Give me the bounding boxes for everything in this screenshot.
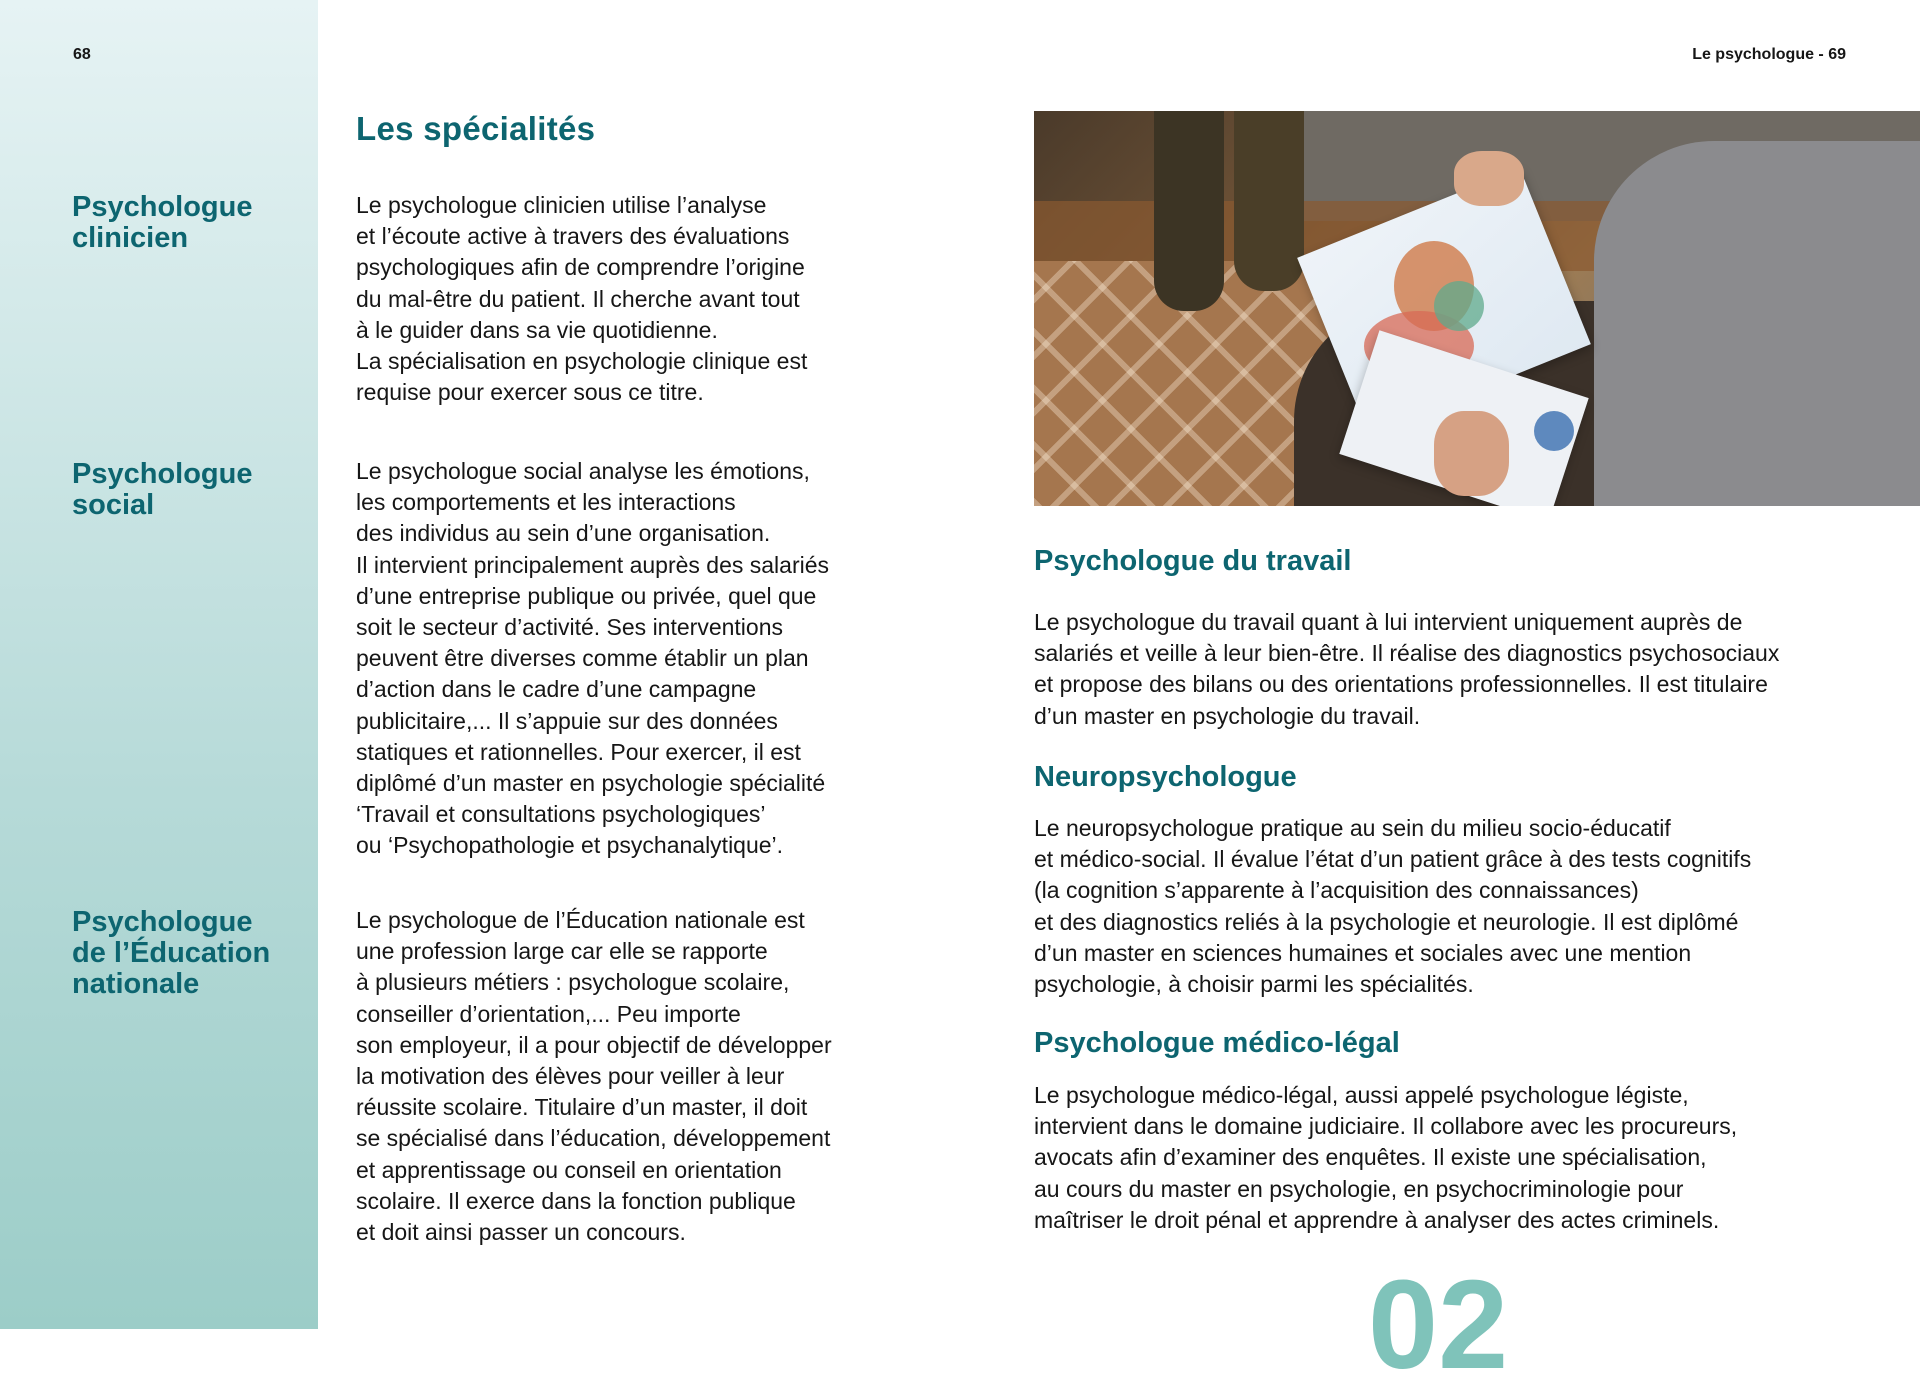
running-header: Le psychologue - 69 [1692, 46, 1846, 63]
page-number-left: 68 [73, 46, 91, 63]
heading-neuropsychologue: Neuropsychologue [1034, 761, 1297, 793]
text-psychologue-medico-legal: Le psychologue médico-légal, aussi appelé psychologue légiste, intervient dans le domaine judiciaire. Il collabore avec les procureurs, avocats afin d’examiner des enquêtes. Il existe une spécialisation, au cours du master en psychologie, en psychocriminologie pour maîtriser le droit pénal et apprendre à analyser des actes criminels. [1034, 1082, 1738, 1233]
text-neuropsychologue: Le neuropsychologue pratique au sein du milieu socio-éducatif et médico-social. Il évalue l’état d’un patient grâce à des tests cognitifs (la cognition s’apparente à l’acquisition des connaissances) et des diagnostics reliés à la psychologie et neurologie. Il est diplômé d’un master en sciences humaines et sociales avec une mention psychologie, à choisir parmi les spécialités. [1034, 815, 1752, 998]
heading-psychologue-social: Psychologue social [72, 458, 253, 521]
heading-psychologue-education-nationale: Psychologue de l’Éducation nationale [72, 906, 271, 1000]
heading-psychologue-clinicien: Psychologue clinicien [72, 191, 253, 254]
text-psychologue-social: Le psychologue social analyse les émotions, les comportements et les interactions des individus au sein d’une organisation. Il intervient principalement auprès des salariés d’une entreprise publique ou privée, quel que soit le secteur d’activité. Ses interventions peuvent être diverses comme établir un plan d’action dans le cadre d’une campagne publicitaire,... Il s’appuie sur des données statiques et rationnelles. Pour exercer, il est diplômé d’un master en psychologie spécialité ‘Travail et consultations psychologiques’ ou ‘Psychopathologie et psychanalytique’. [356, 458, 830, 859]
text-psychologue-education-nationale: Le psychologue de l’Éducation nationale est une profession large car elle se rapporte à plusieurs métiers : psychologue scolaire, conseiller d’orientation,... Peu importe son employeur, il a pour objectif de développer la motivation des élèves pour veiller à leur réussite scolaire. Titulaire d’un master, il doit se spécialisé dans l’éducation, développement et apprentissage ou conseil en orientation scolaire. Il exerce dans la fonction publique et doit ainsi passer un concours. [356, 907, 832, 1246]
chapter-number: 02 [1368, 1254, 1509, 1395]
text-psychologue-clinicien: Le psychologue clinicien utilise l’analyse et l’écoute active à travers des évaluations psychologiques afin de comprendre l’origine du mal-être du patient. Il cherche avant tout à le guider dans sa vie quotidienne. La spécialisation en psychologie clinique est requise pour exercer sous ce titre. [356, 192, 808, 406]
heading-psychologue-du-travail: Psychologue du travail [1034, 545, 1352, 577]
illustration-photo [1034, 111, 1920, 506]
text-psychologue-du-travail: Le psychologue du travail quant à lui intervient uniquement auprès de salariés et veille à leur bien-être. Il réalise des diagnostics psychosociaux et propose des bilans ou des orientations professionnelles. Il est titulaire d’un master en psychologie du travail. [1034, 609, 1780, 729]
heading-psychologue-medico-legal: Psychologue médico-légal [1034, 1027, 1400, 1059]
page-title: Les spécialités [356, 110, 596, 147]
